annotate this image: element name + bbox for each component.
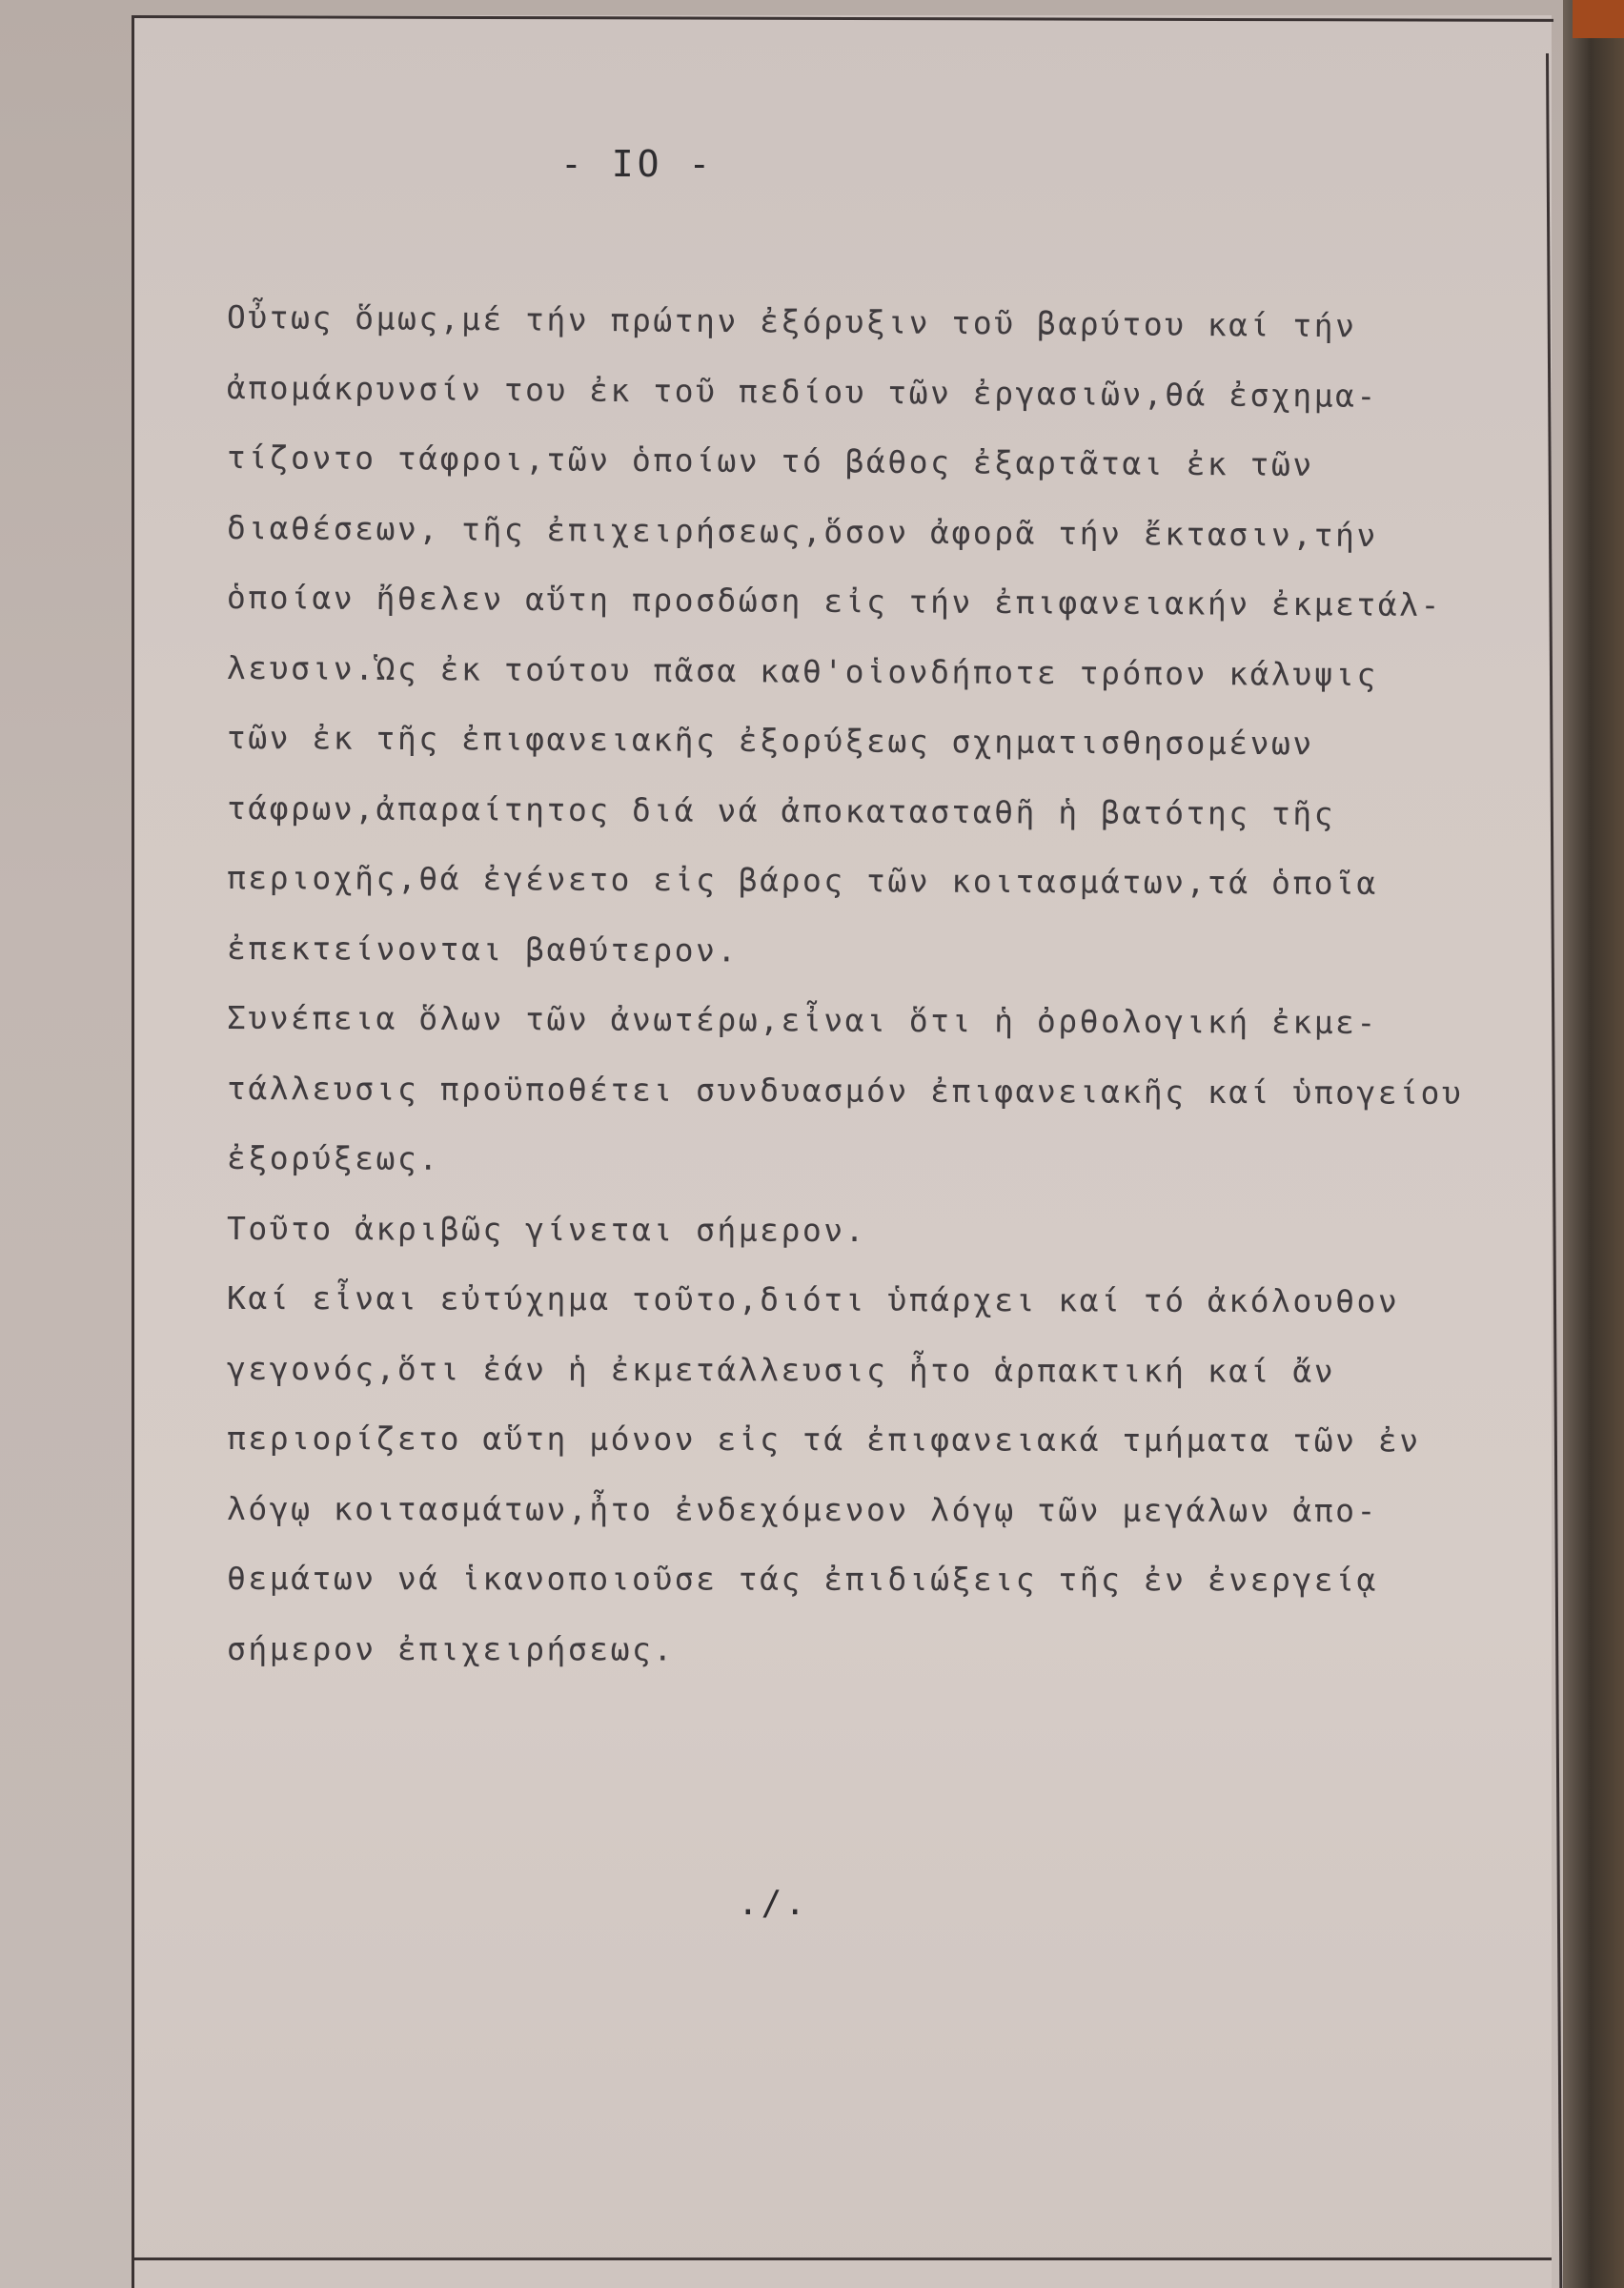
- page-edge-shadow: [1563, 0, 1624, 2288]
- text-line-16: γεγονός,ὅτι ἐάν ἡ ἐκμετάλλευσις ἦτο ἁρπακτική καί ἄν: [226, 1349, 1336, 1390]
- frame-top-line: [133, 15, 1553, 22]
- end-mark: ./.: [738, 1884, 809, 1923]
- text-line-11: Συνέπεια ὅλων τῶν ἀνωτέρω,εἶναι ὅτι ἡ ὀρθολογική ἐκμε-: [226, 999, 1378, 1042]
- text-line-1: Οὖτως ὅμως,μέ τήν πρώτην ἐξόρυξιν τοῦ βαρύτου καί τήν: [226, 298, 1357, 345]
- text-line-17: περιορίζετο αὕτη μόνον εἰς τά ἐπιφανειακά τμήματα τῶν ἐν: [226, 1420, 1421, 1460]
- text-line-20: σήμερον ἐπιχειρήσεως.: [226, 1629, 675, 1667]
- text-line-15: Καί εἶναι εὐτύχημα τοῦτο,διότι ὑπάρχει καί τό ἀκόλουθον: [226, 1279, 1400, 1320]
- text-line-19: θεμάτων νά ἱκανοποιοῦσε τάς ἐπιδιώξεις τῆς ἐν ἐνεργείᾳ: [226, 1560, 1378, 1599]
- text-line-9: περιοχῆς,θά ἐγένετο εἰς βάρος τῶν κοιτασμάτων,τά ὁποῖα: [226, 859, 1378, 902]
- text-line-4: διαθέσεων, τῆς ἐπιχειρήσεως,ὅσον ἀφορᾶ τήν ἔκτασιν,τήν: [226, 508, 1378, 554]
- text-line-14: Τοῦτο ἀκριβῶς γίνεται σήμερον.: [226, 1209, 867, 1249]
- text-line-18: λόγῳ κοιτασμάτων,ἦτο ἐνδεχόμενον λόγῳ τῶν μεγάλων ἀπο-: [226, 1489, 1378, 1529]
- body-text: [226, 282, 1464, 1684]
- corner-tab: [1573, 0, 1624, 38]
- text-line-7: τῶν ἐκ τῆς ἐπιφανειακῆς ἐξορύξεως σχηματισθησομένων: [226, 719, 1314, 763]
- text-line-6: λευσιν.Ὡς ἐκ τούτου πᾶσα καθ'οἱονδήποτε τρόπον κάλυψις: [226, 648, 1378, 693]
- text-line-10: ἐπεκτείνονται βαθύτερον.: [226, 929, 739, 969]
- text-line-2: ἀπομάκρυνσίν του ἐκ τοῦ πεδίου τῶν ἐργασιῶν,θά ἐσχημα-: [226, 368, 1378, 415]
- text-line-13: ἐξορύξεως.: [226, 1139, 440, 1177]
- page-number: - IO -: [560, 143, 715, 185]
- frame-bottom-line: [132, 2257, 1552, 2260]
- text-line-8: τάφρων,ἀπαραίτητος διά νά ἀποκατασταθῆ ἡ βατότης τῆς: [226, 788, 1336, 832]
- text-line-12: τάλλευσις προϋποθέτει συνδυασμόν ἐπιφανειακῆς καί ὑπογείου: [226, 1069, 1464, 1112]
- text-line-3: τίζοντο τάφροι,τῶν ὁποίων τό βάθος ἐξαρτᾶται ἐκ τῶν: [226, 439, 1314, 483]
- text-line-5: ὁποίαν ἤθελεν αὕτη προσδώση εἰς τήν ἐπιφανειακήν ἐκμετάλ-: [226, 579, 1443, 624]
- frame-left-line: [132, 15, 134, 2288]
